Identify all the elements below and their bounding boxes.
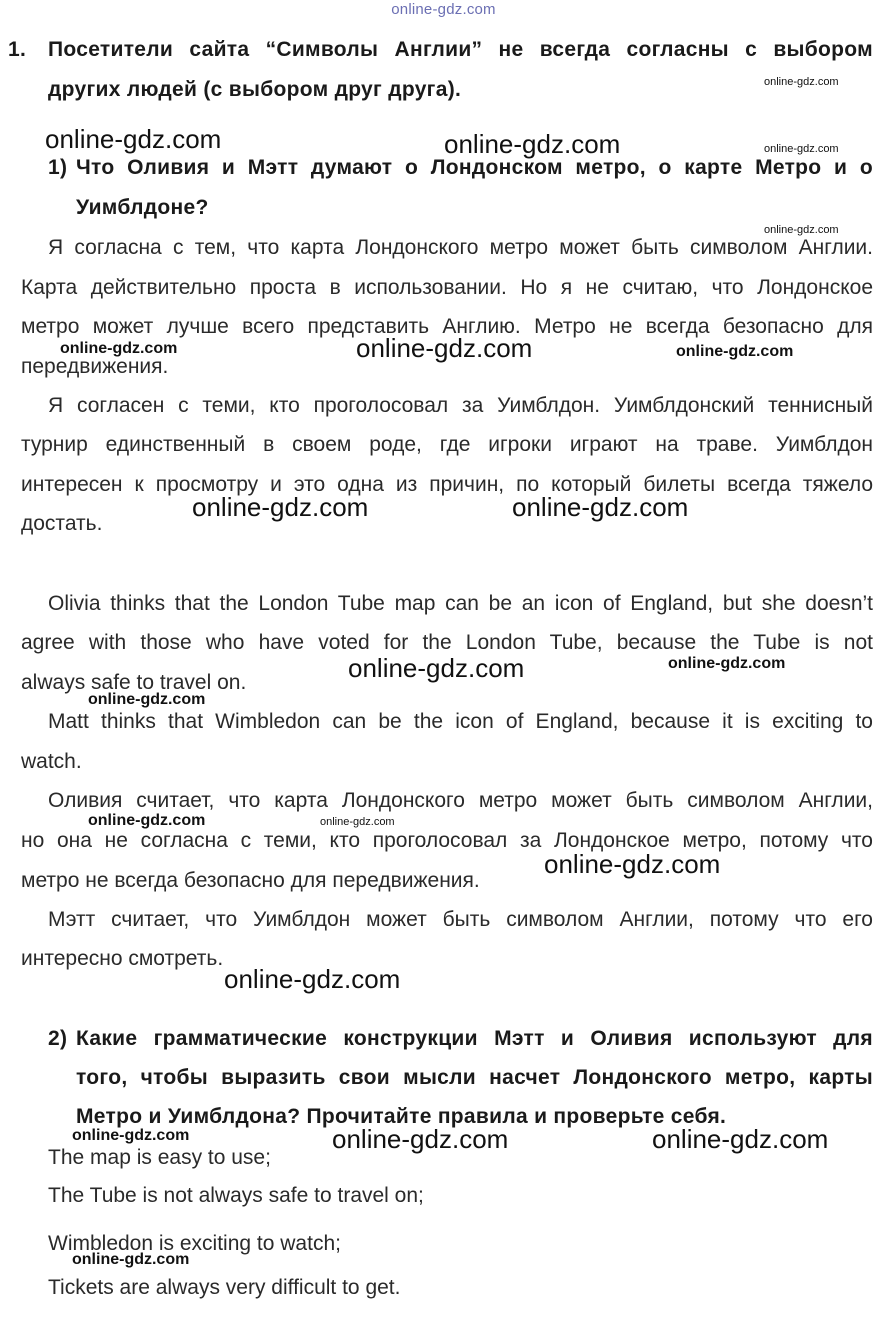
ru-para2-line3: интересен к просмотру и это одна из причин, по который билеты всегда тяжело <box>21 473 873 496</box>
ru-para3-line2: но она не согласна с теми, кто проголосовал за Лондонское метро, потому что <box>21 829 873 852</box>
ru-para4-line1: Мэтт считает, что Уимблдон может быть символом Англии, потому что его <box>48 908 873 931</box>
example-2: The Tube is not always safe to travel on; <box>48 1184 424 1207</box>
en-para2-line1: Matt thinks that Wimbledon can be the icon of England, because it is exciting to <box>48 710 873 733</box>
en-para1-line3: always safe to travel on. <box>21 671 247 694</box>
en-para1-line1: Olivia thinks that the London Tube map can be an icon of England, but she doesn’t <box>48 592 873 615</box>
q2-number: 2) <box>48 1027 68 1050</box>
watermark: online-gdz.com <box>192 492 369 522</box>
ru-para1-line4: передвижения. <box>21 355 169 378</box>
q1-line-1: Что Оливия и Мэтт думают о Лондонском метро, о карте Метро и о <box>76 156 873 179</box>
watermark: online-gdz.com <box>45 124 222 154</box>
en-para1-line2: agree with those who have voted for the London Tube, because the Tube is not <box>21 631 873 654</box>
q1-line-2: Уимблдоне? <box>76 196 209 219</box>
q2-line-1: Какие грамматические конструкции Мэтт и Оливия используют для <box>76 1027 873 1050</box>
ru-para2-line2: турнир единственный в своем роде, где игроки играют на траве. Уимблдон <box>21 433 873 456</box>
watermark: online-gdz.com <box>224 964 401 994</box>
ru-para4-line2: интересно смотреть. <box>21 947 224 970</box>
ru-para1-line2: Карта действительно проста в использовании. Но я не считаю, что Лондонское <box>21 276 873 299</box>
q2-line-2: того, чтобы выразить свои мысли насчет Лондонского метро, карты <box>76 1066 873 1089</box>
task-heading-line-1: Посетители сайта “Символы Англии” не всегда согласны с выбором <box>48 38 873 61</box>
ru-para1-line3: метро может лучше всего представить Англию. Метро не всегда безопасно для <box>21 315 873 338</box>
example-3: Wimbledon is exciting to watch; <box>48 1232 341 1255</box>
watermark: online-gdz.com <box>668 655 786 672</box>
watermark: online-gdz.com <box>764 224 839 236</box>
ru-para1-line1: Я согласна с тем, что карта Лондонского метро может быть символом Англии. <box>48 236 873 259</box>
watermark: online-gdz.com <box>444 129 621 159</box>
watermark: online-gdz.com <box>60 340 178 357</box>
watermark: online-gdz.com <box>88 691 206 708</box>
watermark: online-gdz.com <box>88 812 206 829</box>
ru-para2-line4: достать. <box>21 512 103 535</box>
task-heading-line-2: других людей (с выбором друг друга). <box>48 78 462 101</box>
q1-number: 1) <box>48 156 68 179</box>
watermark: online-gdz.com <box>320 816 395 828</box>
watermark: online-gdz.com <box>356 333 533 363</box>
watermark: online-gdz.com <box>764 76 839 88</box>
top-watermark: online-gdz.com <box>391 1 496 18</box>
watermark: online-gdz.com <box>764 143 839 155</box>
watermark: online-gdz.com <box>72 1127 190 1144</box>
watermark: online-gdz.com <box>72 1251 190 1268</box>
watermark: online-gdz.com <box>348 653 525 683</box>
en-para2-line2: watch. <box>21 750 82 773</box>
ru-para2-line1: Я согласен с теми, кто проголосовал за Уимблдон. Уимблдонский теннисный <box>48 394 873 417</box>
q2-line-3: Метро и Уимблдона? Прочитайте правила и проверьте себя. <box>76 1105 727 1128</box>
watermark: online-gdz.com <box>544 849 721 879</box>
example-1: The map is easy to use; <box>48 1146 271 1169</box>
example-4: Tickets are always very difficult to get. <box>48 1276 401 1299</box>
ru-para3-line3: метро не всегда безопасно для передвижения. <box>21 869 480 892</box>
watermark: online-gdz.com <box>652 1124 829 1154</box>
watermark: online-gdz.com <box>512 492 689 522</box>
task-number: 1. <box>8 38 27 61</box>
ru-para3-line1: Оливия считает, что карта Лондонского метро может быть символом Англии, <box>48 789 873 812</box>
watermark: online-gdz.com <box>676 343 794 360</box>
watermark: online-gdz.com <box>332 1124 509 1154</box>
